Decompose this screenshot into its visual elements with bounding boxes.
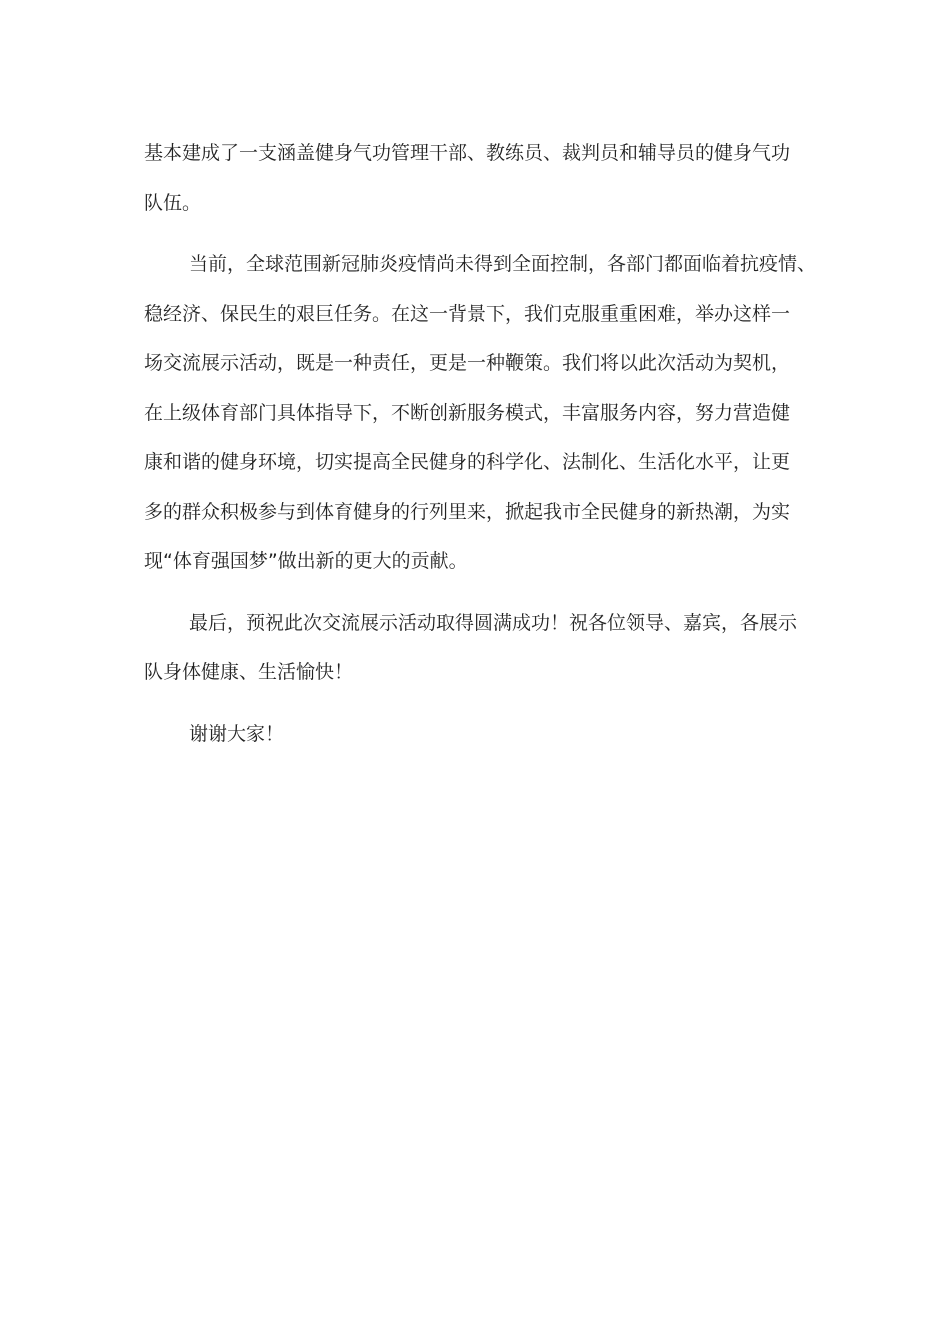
document-body: [144, 129, 817, 771]
paragraph-thanks: [144, 710, 814, 760]
text-line: 队身体健康、生活愉快！: [144, 661, 354, 683]
text-line: 谢谢大家！: [189, 722, 285, 745]
text-line: 队伍。: [144, 191, 202, 214]
text-line: 基本建成了一支涵盖健身气功管理干部、教练员、裁判员和辅导员的健身气功: [144, 142, 791, 164]
text-line: 稳经济、保民生的艰巨任务。在这一背景下，我们克服重重困难，举办这样一: [144, 302, 791, 325]
text-line: 现“体育强国梦”做出新的更大的贡献。: [144, 550, 468, 572]
text-line: 康和谐的健身环境，切实提高全民健身的科学化、法制化、生活化水平，让更: [144, 451, 791, 473]
text-line: 当前，全球范围新冠肺炎疫情尚未得到全面控制，各部门都面临着抗疫情、: [189, 253, 817, 275]
text-line: 最后，预祝此次交流展示活动取得圆满成功！祝各位领导、嘉宾，各展示: [189, 611, 798, 634]
paragraph-current-situation: [144, 240, 817, 587]
text-line: 场交流展示活动，既是一种责任，更是一种鞭策。我们将以此次活动为契机，: [144, 352, 791, 374]
text-line: 多的群众积极参与到体育健身的行列里来，掀起我市全民健身的新热潮，为实: [144, 500, 791, 523]
paragraph-team-building: [144, 129, 814, 228]
text-line: 在上级体育部门具体指导下，不断创新服务模式，丰富服务内容，努力营造健: [144, 401, 791, 424]
paragraph-closing-wishes: [144, 599, 814, 698]
